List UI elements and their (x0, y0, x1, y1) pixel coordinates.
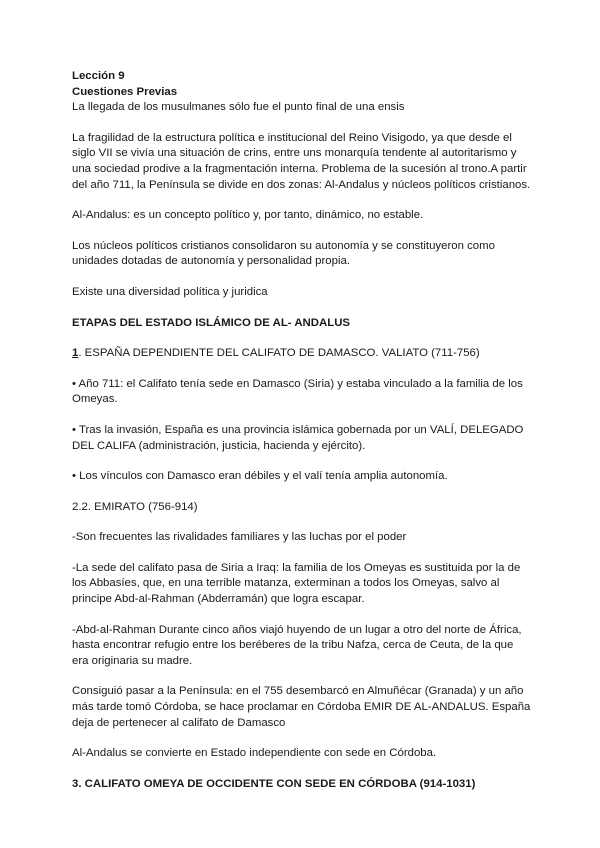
lesson-subtitle: Cuestiones Previas (72, 85, 178, 98)
paragraph: -Abd-al-Rahman Durante cinco años viajó huyendo de un lugar a otro del norte de África, hasta encontrar refugio entre los beréberes de la tribu Nafza, cerca de Ceuta, de la que era originaria su madre. (72, 623, 522, 667)
section-heading: 3. CALIFATO OMEYA DE OCCIDENTE CON SEDE EN CÓRDOBA (914-1031) (72, 777, 476, 790)
paragraph: La fragilidad de la estructura política e institucional del Reino Visigodo, ya que desde el siglo VII se vivía una situación de crins, entre uns monarquía tendente al autoritarismo y una sociedad prodive a la fragmentación interna. Problema de la sucesión al trono.A partir del año 711, la Península se divide en dos zonas: Al-Andalus y núcleos políticos cristianos. (72, 131, 531, 191)
paragraph: La llegada de los musulmanes sólo fue el punto final de una ensis (72, 101, 405, 114)
paragraph: Al-Andalus se convierte en Estado independiente con sede en Córdoba. (72, 747, 437, 760)
section-title-text: . ESPAÑA DEPENDIENTE DEL CALIFATO DE DAMASCO. VALIATO (711-756) (78, 347, 480, 360)
bullet-item: • Tras la invasión, España es una provincia islámica gobernada por un VALÍ, DELEGADO DEL CALIFA (administración, justicia, hacienda y ejército). (72, 423, 524, 452)
paragraph: Los núcleos políticos cristianos consolidaron su autonomía y se constituyeron como unidades dotadas de autonomía y personalidad propia. (72, 239, 495, 268)
section-heading: ETAPAS DEL ESTADO ISLÁMICO DE AL- ANDALUS (72, 316, 351, 329)
section-title (72, 346, 532, 362)
paragraph: -La sede del califato pasa de Siria a Iraq: la familia de los Omeyas es sustituida por la de los Abbasíes, que, en una terrible matanza, exterminan a todos los Omeyas, salvo al principe Abd-al-Rahman (Abderramán) que logra escapar. (72, 561, 521, 606)
section-number: 1 (72, 347, 79, 360)
paragraph: Existe una diversidad política y juridica (72, 285, 268, 298)
bullet-item: • Año 711: el Califato tenía sede en Damasco (Siria) y estaba vinculado a la familia de los Omeyas. (72, 377, 523, 406)
paragraph: Al-Andalus: es un concepto político y, por tanto, dinámico, no estable. (72, 209, 424, 222)
document-body (72, 69, 532, 792)
bullet-item: • Los vínculos con Damasco eran débiles y el valí tenía amplia autonomía. (72, 470, 448, 483)
paragraph: -Son frecuentes las rivalidades familiares y las luchas por el poder (72, 531, 407, 544)
paragraph: Consiguió pasar a la Península: en el 755 desembarcó en Almuñécar (Granada) y un año más tarde tomó Córdoba, se hace proclamar en Córdoba EMIR DE AL-ANDALUS. España deja de pertenecer al califato de Damasco (72, 685, 531, 729)
lesson-title: Lección 9 (72, 70, 125, 82)
section-title: 2.2. EMIRATO (756-914) (72, 500, 198, 513)
